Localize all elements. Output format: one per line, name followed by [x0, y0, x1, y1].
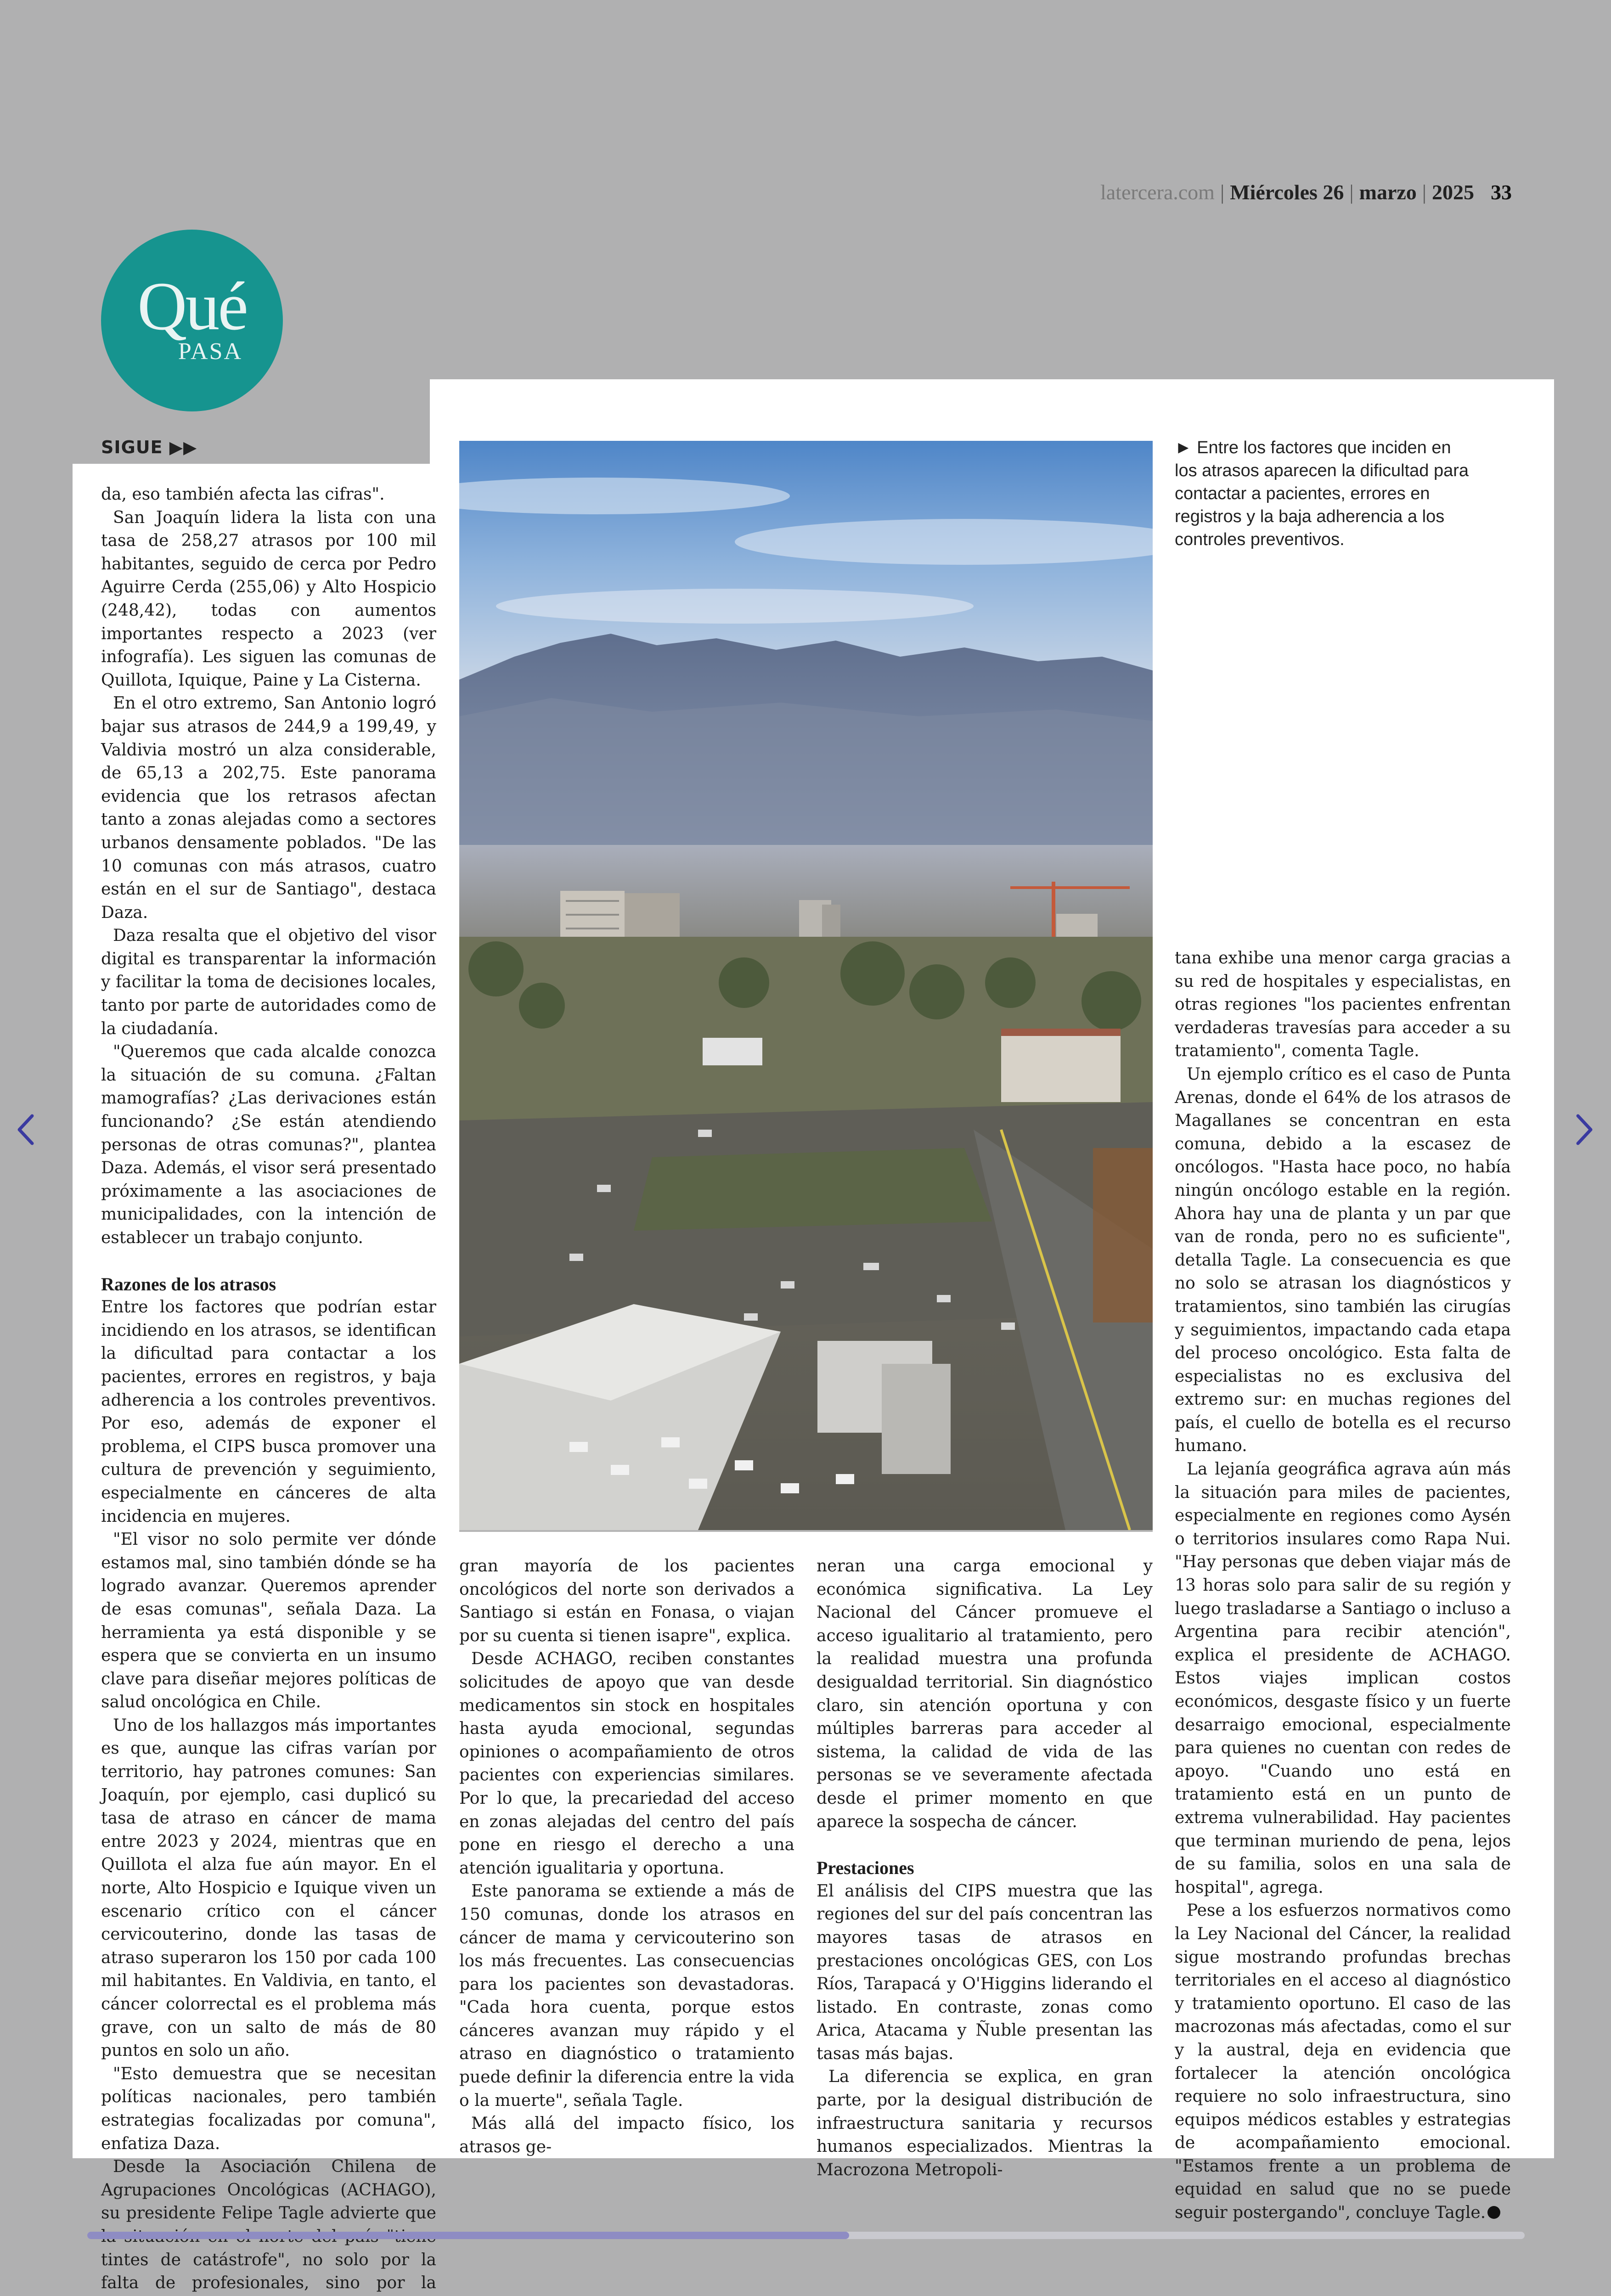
date-day: Miércoles 26 — [1230, 180, 1344, 204]
reading-progress-fill — [87, 2232, 849, 2239]
paragraph: San Joaquín lidera la lista con una tasa de 258,27 atrasos por 100 mil habitantes, seguido de cerca por Pedro Aguirre Cerda (255,06) y Alto Hospicio (248,42), todas con aumentos importantes respecto a 2023 (ver infografía). Les siguen las comunas de Quillota, Iquique, Paine y La Cisterna. — [101, 508, 436, 690]
paragraph: Entre los factores que podrían estar incidiendo en los atrasos, se identifican la dificultad para contactar a los pacientes, errores en registros, y baja adherencia a los controles preventivos. Por eso, además de exponer el problema, el CIPS busca promover una cultura de prevención y seguimiento, especialmente en cánceres de alta incidencia en mujeres. — [101, 1298, 436, 1526]
article-column-2 — [459, 1555, 794, 2159]
logo-line2: PASA — [178, 338, 243, 365]
paragraph: Desde ACHAGO, reciben constantes solicitudes de apoyo que van desde medicamentos sin stock en hospitales hasta ayuda emocional, segundas opiniones o acompañamiento de otros pacientes con experiencias similares. Por lo que, la precariedad del acceso en zonas alejadas del centro del país pone en riesgo el derecho a una atención igualitaria y oportuna. — [459, 1649, 794, 1878]
paragraph: Daza resalta que el objetivo del visor digital es transparentar la información y facilitar la toma de decisiones locales, tanto por parte de autoridades como de la ciudadanía. — [101, 926, 436, 1038]
date-year: 2025 — [1432, 180, 1474, 204]
logo-line1: Qué — [137, 268, 247, 344]
article-photo-santiago-aerial — [459, 441, 1153, 1532]
subheading-razones: Razones de los atrasos — [101, 1273, 276, 1294]
page-number: 33 — [1491, 180, 1512, 204]
date-month: marzo — [1359, 180, 1417, 204]
previous-page-button[interactable] — [12, 1111, 39, 1148]
article-column-3 — [817, 1555, 1153, 2182]
paragraph: Uno de los hallazgos más importantes es que, aunque las cifras varían por territorio, hay patrones comunes: San Joaquín, por ejemplo, casi duplicó su tasa de atraso en cáncer de mama entre 2023 y 2024, mientras que en Quillota el alza fue aún mayor. En el norte, Alto Hospicio e Iquique viven un escenario crítico con el cáncer cervicouterino, donde las tasas de atraso superaron los 150 por cada 100 mil habitantes. En Valdivia, en tanto, el cáncer colorrectal es el problema más grave, con un salto de más de 80 puntos en solo un año. — [101, 1716, 436, 2060]
paragraph: La diferencia se explica, en gran parte, por la desigual distribución de infraestructura sanitaria y recursos humanos especializados. Mientras la Macrozona Metropoli- — [817, 2067, 1153, 2179]
paragraph: "Esto demuestra que se necesitan políticas nacionales, pero también estrategias focalizadas por comuna", enfatiza Daza. — [101, 2064, 436, 2153]
paragraph: "El visor no solo permite ver dónde estamos mal, sino también dónde se ha logrado avanzar. Queremos aprender de esas comunas", señala Daza. La herramienta ya está disponible y se espera que se convierta en un insumo clave para diseñar mejores políticas de salud oncológica en Chile. — [101, 1530, 436, 1712]
paragraph: gran mayoría de los pacientes oncológicos del norte son derivados a Santiago si están en Fonasa, o viajan por su cuenta si tienen isapre", explica. — [459, 1557, 794, 1645]
photo-caption: ► Entre los factores que inciden en los atrasos aparecen la dificultad para contactar a pacientes, errores en registros y la baja adherencia a los controles preventivos. — [1175, 438, 1469, 549]
paragraph: En el otro extremo, San Antonio logró bajar sus atrasos de 244,9 a 199,49, y Valdivia mostró un alza considerable, de 65,13 a 202,75. Este panorama evidencia que los retrasos afectan tanto a zonas alejadas como a sectores urbanos densamente poblados. "De las 10 comunas con más atrasos, cuatro están en el sur de Santiago", destaca Daza. — [101, 694, 436, 922]
paragraph-final-text: Pese a los esfuerzos normativos como la Ley Nacional del Cáncer, la realidad sigue mostrando profundas brechas territoriales en el acceso al diagnóstico y tratamiento oportuno. El caso de las macrozonas más afectadas, como el sur y la austral, deja en evidencia que fortalecer la atención oncológica requiere no solo infraestructura, sino equipos médicos estables y estrategias de acompañamiento emocional. "Estamos frente a un problema de equidad en salud que no se puede seguir postergando", concluye Tagle. — [1175, 1901, 1511, 2223]
continued-marker: SIGUE ▶▶ — [101, 437, 197, 457]
paragraph: La lejanía geográfica agrava aún más la situación para miles de pacientes, especialmente en regiones como Aysén o territorios insulares como Rapa Nui. "Hay personas que deben viajar más de 13 horas solo para salir de su región y luego trasladarse a Santiago o incluso a Argentina para recibir atención", explica el presidente de ACHAGO. Estos viajes implican costos económicos, desgaste físico y un fuerte desarraigo emocional, especialmente para quienes no cuentan con redes de apoyo. "Cuando uno está en tratamiento está en un punto de extrema vulnerabilidad. Hay pacientes que terminan muriendo de pena, lejos de su familia, solos en una sala de hospital", agrega. — [1175, 1460, 1511, 1897]
paragraph: Más allá del impacto físico, los atrasos ge- — [459, 2114, 794, 2156]
chevron-left-icon — [16, 1113, 36, 1146]
paragraph: Un ejemplo crítico es el caso de Punta Arenas, donde el 64% de los atrasos de Magallanes se concentran en esta comuna, debido a la escasez de oncólogos. "Hasta hace poco, no había ningún oncólogo estable en la región. Ahora hay una de planta y un par que van de ronda, pero no es suficiente", detalla Tagle. La consecuencia es que no solo se atrasan los diagnósticos y tratamientos, sino también las cirugías y seguimientos, impactando cada etapa del proceso oncológico. Esta falta de especialistas no es exclusiva del extremo sur: en muchas regiones del país, el cuello de botella es el recurso humano. — [1175, 1064, 1511, 1456]
paragraph: El análisis del CIPS muestra que las regiones del sur del país concentran las mayores tasas de atrasos en prestaciones oncológicas GES, con Los Ríos, Tarapacá y O'Higgins liderando el listado. En contraste, zonas como Arica, Atacama y Ñuble presentan las tasas más bajas. — [817, 1881, 1153, 2063]
page-header: latercera.com | Miércoles 26 | marzo | 2025 33 — [1100, 180, 1512, 204]
subheading-prestaciones: Prestaciones — [817, 1857, 914, 1879]
next-page-button[interactable] — [1571, 1111, 1598, 1148]
article-column-4 — [1175, 947, 1511, 2225]
paragraph: Desde la Asociación Chilena de Agrupaciones Oncológicas (ACHAGO), su presidente Felipe Tagle advierte que tintes de catástrofe", no solo por la falta de profesionales, sino por la — [101, 2157, 436, 2293]
reading-progress-bar[interactable] — [87, 2232, 1525, 2239]
end-of-article-icon — [1487, 2206, 1500, 2219]
paragraph: neran una carga emocional y económica significativa. La Ley Nacional del Cáncer promueve el acceso igualitario al tratamiento, pero la realidad muestra una profunda desigualdad territorial. Sin diagnóstico claro, sin atención oportuna y con múltiples barreras para acceder al sistema, la calidad de vida de las personas se ve severamente afectada desde el primer momento en que aparece la sospecha de cáncer. — [817, 1557, 1153, 1831]
paragraph: "Queremos que cada alcalde conozca la situación de su comuna. ¿Faltan mamografías? ¿Las derivaciones están funcionando? ¿Se están atendiendo personas de otras comunas?", plantea Daza. Además, el visor será presentado próximamente a las asociaciones de municipalidades, con la intención de establecer un trabajo conjunto. — [101, 1042, 436, 1247]
paragraph: tana exhibe una menor carga gracias a su red de hospitales y especialistas, en otras regiones "los pacientes enfrentan verdaderas travesías para acceder a su tratamiento", comenta Tagle. — [1175, 949, 1511, 1061]
paragraph: da, eso también afecta las cifras". — [101, 485, 385, 504]
chevron-right-icon — [1574, 1113, 1594, 1146]
paragraph: Este panorama se extiende a más de 150 comunas, donde los atrasos en cáncer de mama y cervicouterino son los más frecuentes. Las consecuencias para los pacientes son devastadoras. "Cada hora cuenta, porque estos cánceres avanzan muy rápido y el atraso en diagnóstico o tratamiento puede definir la diferencia entre la vida o la muerte", señala Tagle. — [459, 1882, 794, 2110]
paragraph-final — [1175, 1899, 1511, 2224]
site-name: latercera.com — [1100, 180, 1215, 204]
article-column-1 — [101, 483, 436, 2296]
que-pasa-logo — [101, 230, 283, 411]
